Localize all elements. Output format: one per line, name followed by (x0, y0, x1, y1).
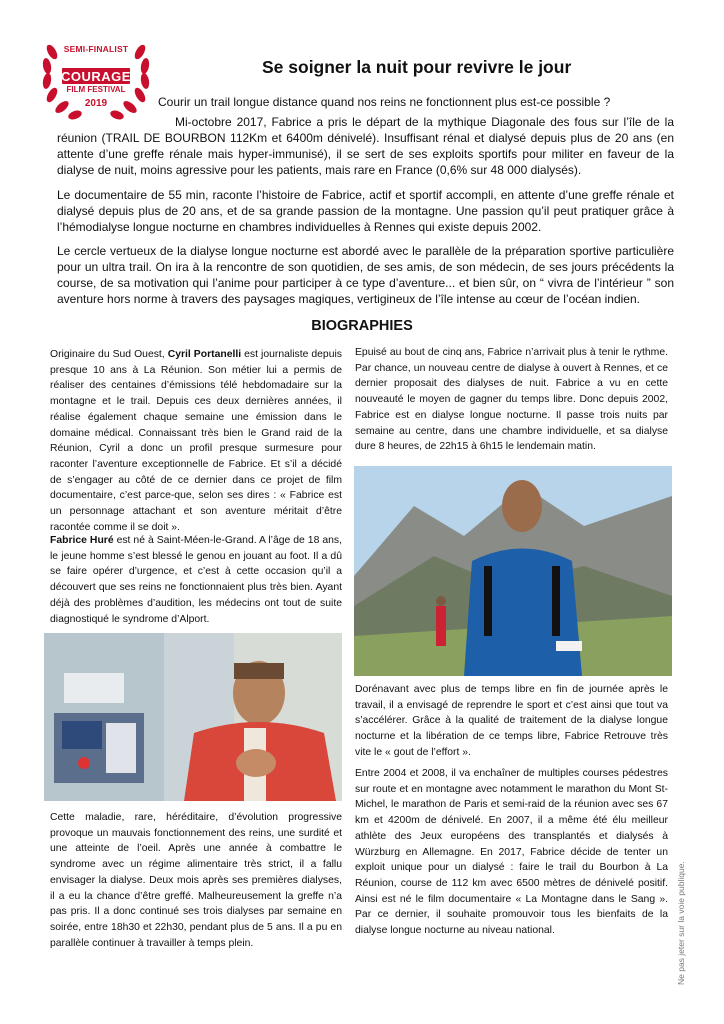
photo-dialysis (44, 633, 342, 801)
runner-mountain-image (354, 466, 672, 676)
bio-sport-return-paragraph: Dorénavant avec plus de temps libre en fin de journée après le travail, il a envisagé de reprendre le sport et c’est ainsi que tout va s’accélérer. Grâce à la qualité de traitement de la dialyse longue nocturne et la libération de ce temps libre, Fabrice Retrouve très vite le « gout de l’effort ». (355, 684, 668, 758)
bio-fabrice-text: est né à Saint-Méen-le-Grand. A l’âge de 18 ans, le jeune homme s’est blessé le genou en jouant au foot. Il a dû se faire opérer d’urgence, et c’est à cette occasion qu’il a découvert que ses reins ne fonctionnaient plus très bien. Ayant déjà des problèmes d’audition, les médecins ont tout de suite diagnostiqué le syndrome d’Alport. (50, 535, 342, 625)
bio-cyril-lead: Originaire du Sud Ouest, (50, 349, 168, 360)
bio-dialysis-night-paragraph: Epuisé au bout de cinq ans, Fabrice n’arrivait plus à tenir le rythme. Par chance, un nouveau centre de dialyse à ouvert à Rennes, et ce dernier proposait des dialyses de nuit. Fabrice a vu en cette nouveauté le moyen de gagner du temps libre. Donc depuis 2002, Fabrice est en dialyse longue nocturne. Il passe trois nuits par semaine au centre, dans une chambre individuelle, et sa dialyse dure 8 heures, de 22h15 à 6h15 le lendemain matin. (355, 347, 668, 453)
intro-paragraph-2: Le documentaire de 55 min, raconte l’histoire de Fabrice, actif et sportif accompli, en attente d’une greffe rénale et dialysé depuis plus de 20 ans, et de sa grande passion de la montagne. Une passion qu’il peut pratiquer grâce à l’hémodialyse longue nocturne en chambres individuelles à Rennes qui existe depuis 2002. (57, 188, 674, 234)
photo-runner-mountain (354, 466, 672, 676)
dialysis-scene-image (44, 633, 342, 801)
festival-laurel-badge (38, 38, 154, 122)
intro-paragraph-1: Mi-octobre 2017, Fabrice a pris le départ de la mythique Diagonale des fous sur l’île de la réunion (TRAIL DE BOURBON 112Km et 6400m dénivelé). Insuffisant rénal et dialysé depuis plus de 20 ans (en attente d’une greffe rénale mais hyper-immunisé), il se sert de ses exploits sportifs pour militer en faveur de la dialyse de nuit, moins agressive pour les patients, mais rare en France (0,6% sur 48 000 dialysés). (57, 115, 674, 177)
bio-cyril-paragraph (50, 347, 342, 535)
sidenote-vertical: Ne pas jeter sur la voie publique. (676, 861, 686, 985)
bio-fabrice-paragraph (50, 533, 342, 627)
badge-line3: FILM FESTIVAL (66, 85, 126, 94)
subtitle: Courir un trail longue distance quand nos reins ne fonctionnent plus est-ce possible ? (158, 95, 611, 109)
bio-races-paragraph: Entre 2004 et 2008, il va enchaîner de multiples courses pédestres sur route et en montagne avec notamment le marathon du Mont St-Michel, le marathon de Paris et semi-raid de la réunion avec ses 67 km et 4200m de dénivelé. En 2007, il a même été élu meilleur athlète des Jeux européens des transplantés et dialysés à Würzburg en Allemagne. En 2017, Fabrice décide de tenter un exploit unique pour un dialysé : faire le trail du Bourbon à La Réunion, course de 112 km avec 6500 mètres de dénivelé positif. Ainsi est né le film documentaire « La Montagne dans le Sang ». Par ce dernier, il souhaite promouvoir tous les bienfaits de la dialyse longue nocturne au niveau national. (355, 768, 668, 937)
bio-cyril-text: est journaliste depuis presque 10 ans à La Réunion. Son métier lui a permis de réaliser des centaines d’émissions télé hebdomadaire sur la montagne et le trail. Depuis ces deux dernières années, il réalise également chaque semaine une émission dans le domaine médical. Connaissant très bien le Grand raid de la Réunion, Cyril a donc un profil presque surmesure pour raconter l’aventure exceptionnelle de Fabrice. Et s’il a décidé de s’engager au côté de ce dernier dans ce projet de film documentaire, c’est parce-que, selon ses dires : « Fabrice est un personnage attachant et son aventure méritait d’être racontée comme il se doit ». (50, 349, 342, 533)
bio-fabrice-name: Fabrice Huré (50, 535, 114, 546)
bio-alport-paragraph: Cette maladie, rare, héréditaire, d’évolution progressive provoque un mauvais fonctionnement des reins, une surdité et une atteinte de l’oeil. Après une année à combattre le syndrome avec un régime alimentaire très strict, il a fallu envisager la dialyse. Deux mois après ses premières dialyses, il a eu la chance d’être greffé. Malheureusement la greffe n’a pas pris. Il a donc continué ses trois dialyses par semaine en soirée, entre 18h30 et 22h30, pendant plus de 5 ans. Il a pu en parallèle continuer à travailler à temps plein. (50, 812, 342, 949)
page-title: Se soigner la nuit pour revivre le jour (262, 57, 572, 77)
badge-line1: SEMI-FINALIST (63, 44, 129, 54)
intro-paragraph-3: Le cercle vertueux de la dialyse longue nocturne est abordé avec le parallèle de la préparation sportive particulière pour un ultra trail. On ira à la rencontre de son quotidien, de ses amis, de son médecin, de ses jours précédents la course, de sa motivation qui l’anime pour participer à ce type d’aventure... et bien sûr, on “ vivra de l’intérieur ” son aventure hors norme à travers des paysages magiques, vertigineux de l’île intense au cœur de l’océan indien. (57, 244, 674, 306)
badge-line2: COURAGE (61, 69, 131, 84)
bio-cyril-name: Cyril Portanelli (167, 349, 242, 360)
badge-year: 2019 (84, 98, 108, 109)
section-title-biographies: BIOGRAPHIES (311, 318, 413, 334)
